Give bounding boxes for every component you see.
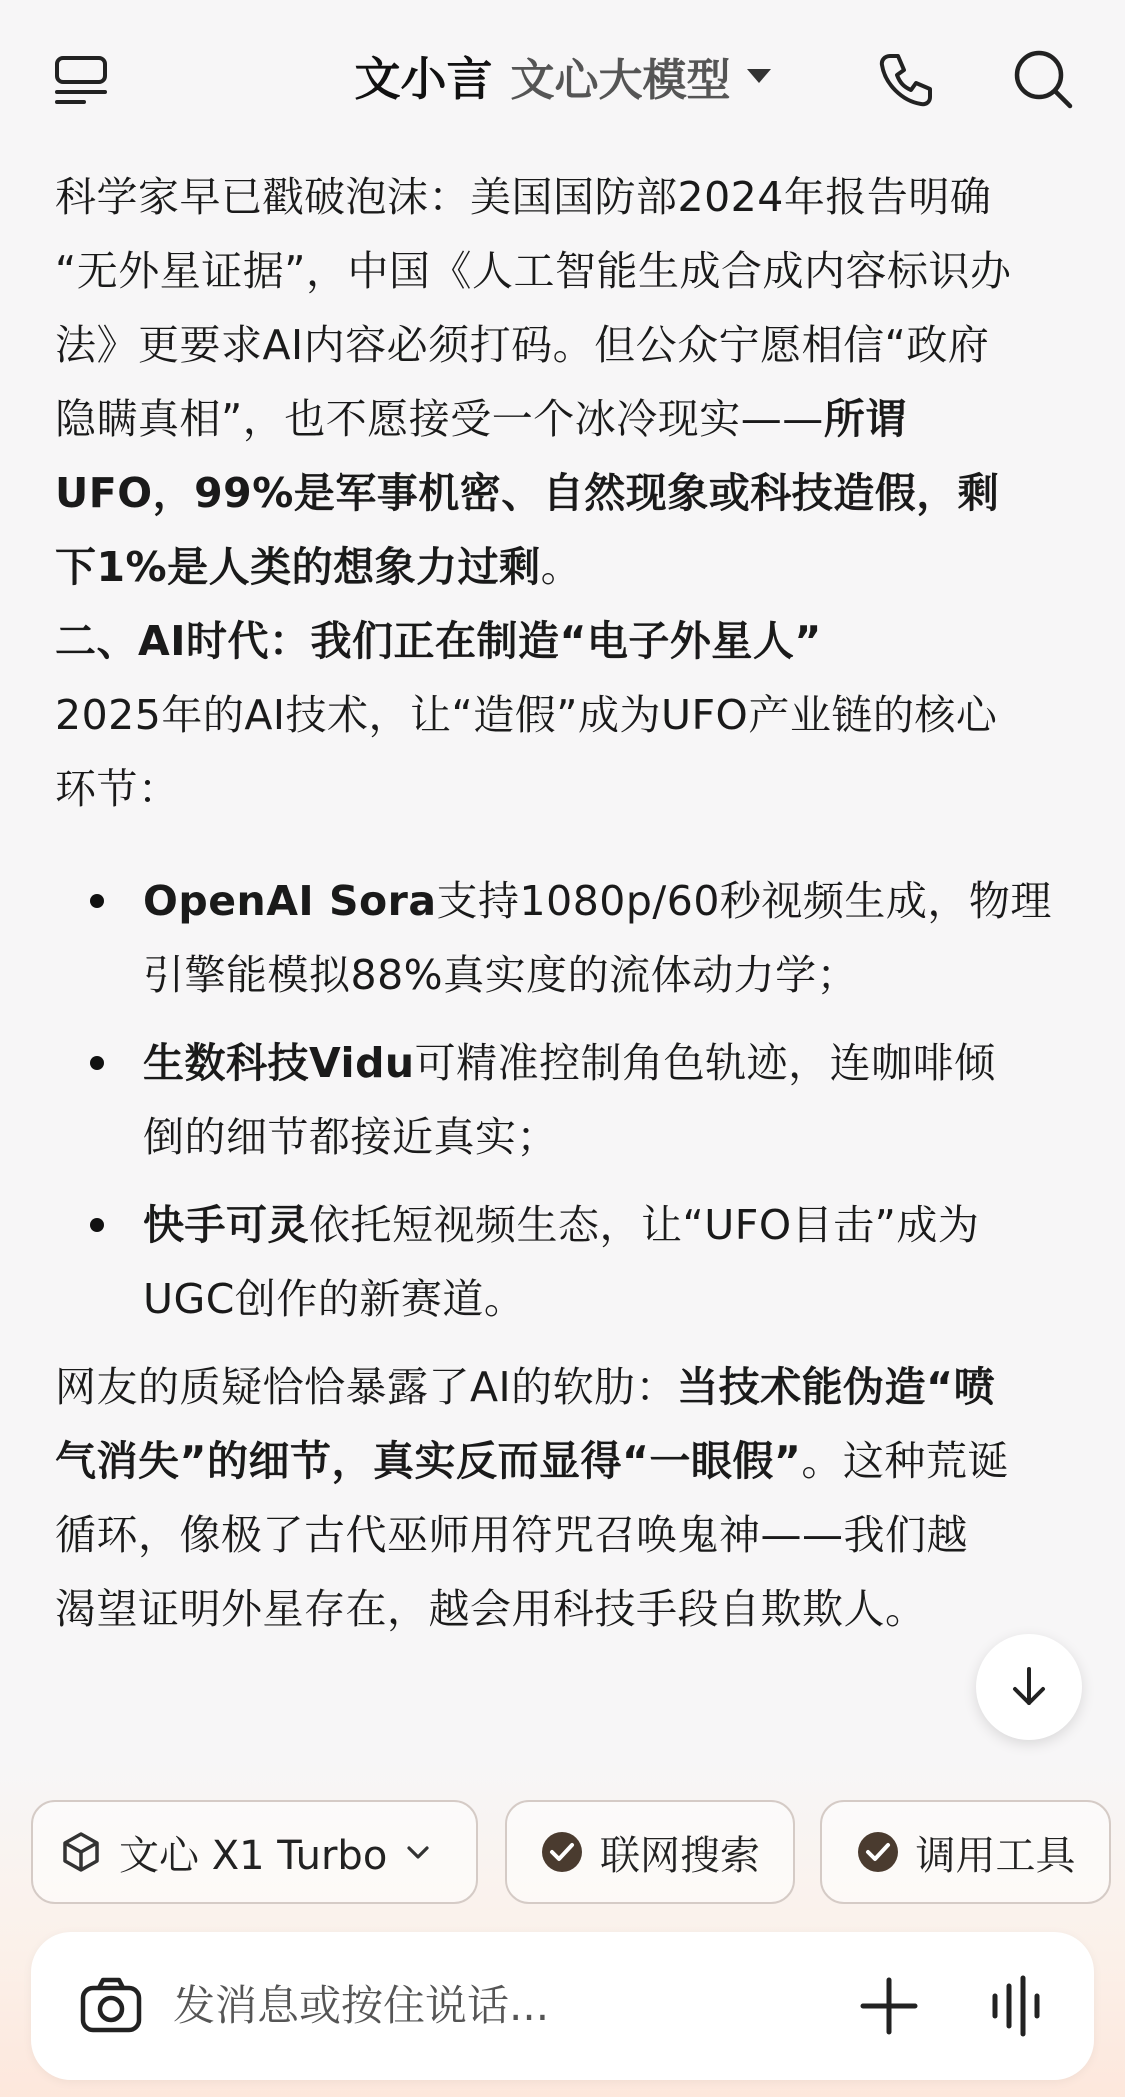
menu-icon[interactable] [54, 52, 108, 106]
arrow-down-icon [1007, 1665, 1051, 1709]
bold-text: OpenAI Sora [143, 877, 437, 925]
assistant-message [55, 160, 1065, 1646]
model-select-chip[interactable] [31, 1800, 478, 1904]
web-search-label: 联网搜索 [600, 1832, 760, 1879]
search-icon[interactable] [1012, 48, 1074, 110]
camera-icon[interactable] [79, 1974, 143, 2038]
chevron-down-icon [403, 1837, 433, 1867]
message-paragraph [55, 160, 1065, 604]
text-line: 倒的细节都接近真实； [143, 1113, 558, 1161]
app-header [0, 0, 1125, 160]
voice-wave-icon[interactable] [983, 1974, 1047, 2038]
text-line: 隐瞒真相”，也不愿接受一个冰冷现实—— [55, 395, 824, 443]
bold-text: 当技术能伪造“喷 [677, 1363, 996, 1411]
message-input-bar[interactable] [31, 1932, 1094, 2080]
text-line: 。这种荒诞 [801, 1437, 1009, 1485]
list-item [55, 1026, 1065, 1174]
message-input[interactable]: 发消息或按住说话... [173, 1981, 550, 2030]
text-line: 可精准控制角色轨迹，连咖啡倾 [414, 1039, 996, 1087]
option-chips [0, 1800, 1125, 1906]
text-line: 环节： [55, 765, 180, 813]
text-line: 循环，像极了古代巫师用符咒召唤鬼神——我们越 [55, 1511, 968, 1559]
plus-icon[interactable] [857, 1974, 921, 2038]
tools-toggle[interactable] [820, 1800, 1111, 1904]
bullet-list [55, 864, 1065, 1336]
tools-label: 调用工具 [915, 1832, 1076, 1879]
bold-text: 快手可灵 [143, 1201, 309, 1249]
bullet-icon [90, 894, 104, 908]
check-circle-icon [540, 1830, 584, 1874]
cube-icon [59, 1830, 103, 1874]
check-circle-icon [856, 1830, 900, 1874]
list-item [55, 864, 1065, 1012]
bold-text: 下1%是人类的想象力过剩 [55, 543, 541, 591]
bold-text: 所谓 [823, 395, 907, 443]
text-line: 引擎能模拟88%真实度的流体动力学； [143, 951, 859, 999]
message-paragraph [55, 1350, 1065, 1646]
text-line: 。 [540, 543, 583, 591]
section-heading: 二、AI时代：我们正在制造“电子外星人” [55, 617, 822, 665]
text-line: “无外星证据”，中国《人工智能生成合成内容标识办 [55, 247, 1012, 295]
model-name: 文心大模型 [510, 55, 731, 106]
bullet-icon [90, 1218, 104, 1232]
text-line: UGC创作的新赛道。 [143, 1275, 526, 1323]
web-search-toggle[interactable] [505, 1800, 795, 1904]
phone-icon[interactable] [876, 50, 936, 110]
message-paragraph [55, 678, 1065, 826]
bold-text: UFO，99%是军事机密、自然现象或科技造假，剩 [55, 469, 1000, 517]
model-switcher[interactable] [355, 43, 771, 109]
app-title: 文小言 [354, 52, 493, 106]
text-line: 渴望证明外星存在，越会用科技手段自欺欺人。 [55, 1585, 927, 1633]
bold-text: 生数科技Vidu [143, 1039, 415, 1087]
bold-text: 气消失”的细节，真实反而显得“一眼假” [55, 1437, 802, 1485]
caret-down-icon [747, 69, 771, 83]
text-line: 支持1080p/60秒视频生成，物理 [436, 877, 1052, 925]
text-line: 网友的质疑恰恰暴露了AI的软肋： [55, 1363, 678, 1411]
model-chip-label: 文心 X1 Turbo [119, 1832, 388, 1879]
text-line: 科学家早已戳破泡沫：美国国防部2024年报告明确 [55, 173, 992, 221]
text-line: 2025年的AI技术，让“造假”成为UFO产业链的核心 [55, 691, 998, 739]
text-line: 法》更要求AI内容必须打码。但公众宁愿相信“政府 [55, 321, 990, 369]
bullet-icon [90, 1056, 104, 1070]
list-item [55, 1188, 1065, 1336]
text-line: 依托短视频生态，让“UFO目击”成为 [309, 1201, 980, 1249]
scroll-to-bottom-button[interactable] [976, 1634, 1082, 1740]
